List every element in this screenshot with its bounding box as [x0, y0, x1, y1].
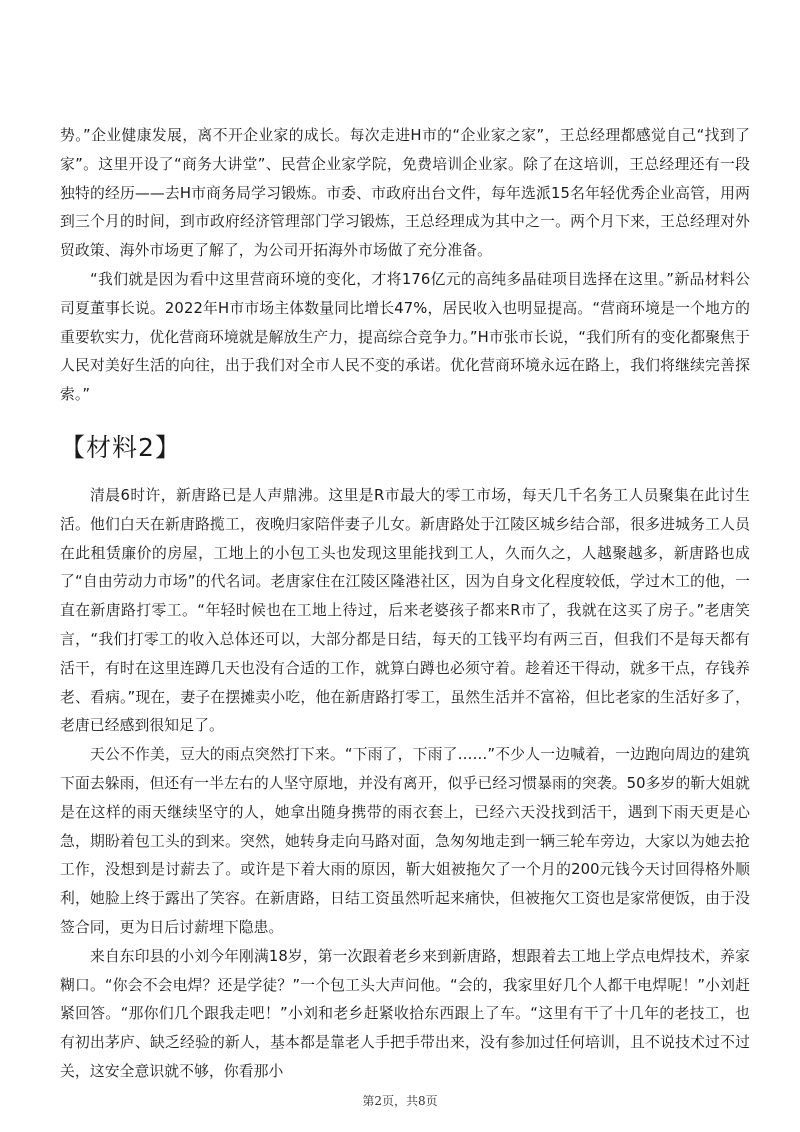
- page-number-footer: 第2页，共8页: [362, 1094, 438, 1108]
- paragraph: 势。”企业健康发展，离不开企业家的成长。每次走进H市的“企业家之家”，王总经理都感觉自己“找到了家”。这里开设了“商务大讲堂”、民营企业家学院，免费培训企业家。除了在这培训，王总经理还有一段独特的经历——去H市商务局学习锻炼。市委、市政府出台文件，每年选派15名年轻优秀企业高管，用两到三个月的时间，到市政府经济管理部门学习锻炼，王总经理成为其中之一。两个月下来，王总经理对外贸政策、海外市场更了解了，为公司开拓海外市场做了充分准备。: [60, 127, 750, 260]
- material-2: [60, 482, 750, 1087]
- paragraph: 来自东印县的小刘今年刚满18岁，第一次跟着老乡来到新唐路，想跟着去工地上学点电焊技术，养家糊口。“你会不会电焊？还是学徒？”一个包工头大声问他。“会的，我家里好几个人都干电焊呢！”小刘赶紧回答。“那你们几个跟我走吧！”小刘和老乡赶紧收拾东西跟上了车。“这里有干了十几年的老技工，也有初出茅庐、缺乏经验的新人，基本都是靠老人手把手带出来，没有参加过任何培训，且不说技术过不过关，这安全意识就不够，你看那小: [60, 947, 750, 1080]
- paragraph: 天公不作美，豆大的雨点突然打下来。“下雨了，下雨了……”不少人一边喊着，一边跑向周边的建筑下面去躲雨，但还有一半左右的人坚守原地，并没有离开，似乎已经习惯暴雨的突袭。50多岁的靳大姐就是在这样的雨天继续坚守的人，她拿出随身携带的雨衣套上，已经六天没找到活干，遇到下雨天更是心急，期盼着包工头的到来。突然，她转身走向马路对面，急匆匆地走到一辆三轮车旁边，大家以为她去抢工作，没想到是讨薪去了。或许是下着大雨的原因，靳大姐被拖欠了一个月的200元钱今天讨回得格外顺利，她脸上终于露出了笑容。在新唐路，日结工资虽然听起来痛快，但被拖欠工资也是家常便饭，由于没签合同，更为日后讨薪埋下隐患。: [60, 746, 750, 936]
- paragraph: 清晨6时许，新唐路已是人声鼎沸。这里是R市最大的零工市场，每天几千名务工人员聚集在此讨生活。他们白天在新唐路揽工，夜晚归家陪伴妻子儿女。新唐路处于江陵区城乡结合部，很多进城务工人员在此租赁廉价的房屋，工地上的小包工头也发现这里能找到工人，久而久之，人越聚越多，新唐路也成了“自由劳动力市场”的代名词。老唐家住在江陵区隆港社区，因为自身文化程度较低，学过木工的他，一直在新唐路打零工。“年轻时候也在工地上待过，后来老婆孩子都来R市了，我就在这买了房子。”老唐笑言，“我们打零工的收入总体还可以，大部分都是日结，每天的工钱平均有两三百，但我们不是每天都有活干，有时在这里连蹲几天也没有合适的工作，就算白蹲也必须守着。趁着还干得动，就多干点，存钱养老、看病。”现在，妻子在摆摊卖小吃，他在新唐路打零工，虽然生活并不富裕，但比老家的生活好多了，老唐已经感到很知足了。: [60, 487, 750, 735]
- material-1-continued: [60, 122, 750, 410]
- paragraph: “我们就是因为看中这里营商环境的变化，才将176亿元的高纯多晶硅项目选择在这里。”新品材料公司夏董事长说。2022年H市市场主体数量同比增长47%，居民收入也明显提高。“营商环境是一个地方的重要软实力，优化营商环境就是解放生产力，提高综合竞争力。”H市张市长说，“我们所有的变化都聚焦于人民对美好生活的向往，出于我们对全市人民不变的承诺。优化营商环境永远在路上，我们将继续完善探索。”: [60, 270, 750, 404]
- section-heading-material-2: 【材料2】: [60, 433, 181, 462]
